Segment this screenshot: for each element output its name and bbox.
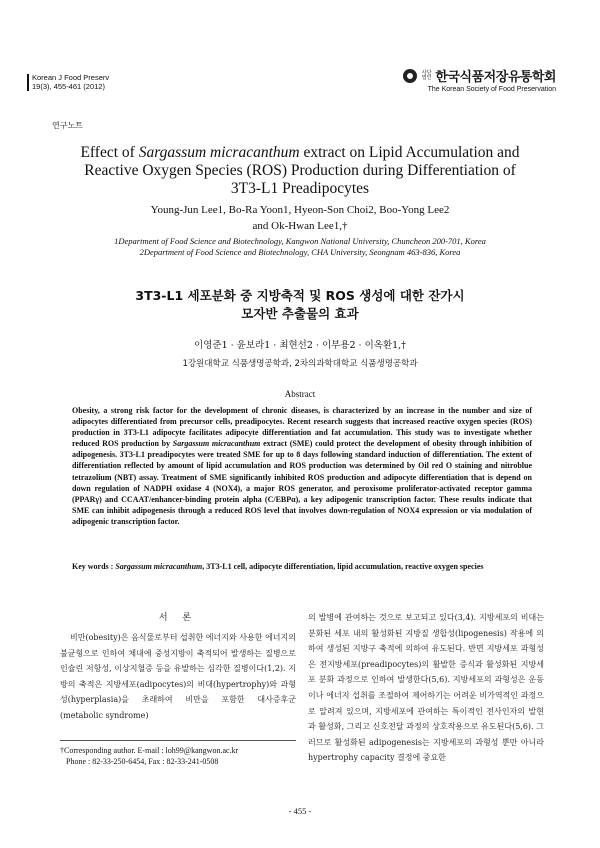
- keywords-species: Sargassum micracanthum: [115, 562, 203, 571]
- korean-affiliations: 1강원대학교 식품생명공학과, 2차의과학대학교 식품생명공학과: [182, 359, 418, 369]
- article-title: [40, 144, 560, 198]
- society-korean-name: 한국식품저장유통학회: [435, 70, 556, 85]
- footnote-divider: [60, 740, 296, 741]
- title-species: Sargassum micracanthum: [138, 144, 300, 161]
- footnote-phone: Phone : 82-33-250-6454, Fax : 82-33-241-0508: [66, 757, 219, 766]
- left-column-text: 비만(obesity)은 음식물로부터 섭취한 에너지와 사용한 에너지의 불균형으로 인하여 체내에 중성지방이 축적되어 발생하는 질병으로 인슐린 저항성, 이상지혈증 등을 유발하는 심각한 질병이다(1,2). 지방의 축적은 지방세포(adipocytes)의 비대(hypertrophy)와 과형성(hyperplasia)을 초래하여 비만을 포함한 대사증후군(metabolic syndrome): [60, 633, 296, 720]
- title-line-2: Reactive Oxygen Species (ROS) Production during Differentiation of: [84, 162, 516, 179]
- abstract-text: Obesity, a strong risk factor for the development of chronic diseases, is characterized by an increase in the number and size of adipocytes differentiated from precursor cells, preadipocytes. Recent research suggests that increased reactive oxygen species (ROS) production in 3T3-L1 adipocyte facilitates adipocyte differentiation and fat accumulation. This study was to investigate whether reduced ROS production by: [72, 406, 532, 449]
- abstract-heading: Abstract: [284, 389, 316, 399]
- society-emblem-icon: [403, 69, 417, 83]
- journal-name: Korean J Food Preserv: [32, 73, 110, 82]
- korean-title-line-1: 3T3-L1 세포분화 중 지방축적 및 ROS 생성에 대한 잔가시: [135, 288, 465, 303]
- corresponding-author-footnote: [60, 745, 296, 767]
- korean-authors: 이영준1 · 윤보라1 · 최현선2 · 이부용2 · 이옥환1,†: [194, 340, 406, 351]
- affiliation-2: 2Department of Food Science and Biotechnology, CHA University, Seongnam 463-836, Korea: [139, 247, 461, 257]
- citation-bar: [27, 74, 29, 91]
- section-heading-introduction: 서 론: [158, 613, 198, 623]
- journal-citation: [32, 73, 109, 91]
- keywords-label: Key words :: [72, 562, 116, 571]
- title-line-3: 3T3-L1 Preadipocytes: [230, 180, 370, 197]
- footnote-email: †Corresponding author. E-mail : loh99@kangwon.ac.kr: [60, 746, 239, 755]
- korean-title: [40, 287, 560, 323]
- society-header: [346, 66, 556, 93]
- affiliations: [40, 236, 560, 258]
- journal-volume: 19(3), 455-461 (2012): [32, 82, 105, 91]
- korean-title-line-2: 모자반 추출물의 효과: [241, 306, 359, 321]
- authors-line-1: Young-Jun Lee1, Bo-Ra Yoon1, Hyeon-Son Choi2, Boo-Yong Lee2: [150, 204, 450, 216]
- society-english-name: The Korean Society of Food Preservation: [427, 86, 556, 93]
- keywords-text: , 3T3-L1 cell, adipocyte differentiation, lipid accumulation, reactive oxygen species: [202, 562, 484, 571]
- keywords: [72, 561, 532, 572]
- title-text: Effect of: [80, 144, 139, 161]
- right-column-text: 의 발병에 관여하는 것으로 보고되고 있다(3,4). 지방세포의 비대는 분화된 세포 내의 활성화된 지방질 생합성(lipogenesis) 작용에 의하여 생성된 지방구 축적에 의하여 유도된다. 반면 지방세포 과형성은 전지방세포(preadipocytes)의 활발한 증식과 활성화된 지방세포 분화 과정으로 인하여 발생한다(5,6). 지방세포의 과형성은 운동이나 에너지 섭취를 조절하여 제어하기는 어려운 비가역적인 과정으로 알려져 있으며, 지방세포에 관여하는 특이적인 전사인자의 발현과 활성화, 그리고 신호전달 과정의 상호작용으로 유도된다(5,6). 그러므로 활성화된 adipogenesis는 지방세포의 과형성 뿐만 아니라 hypertrophy capacity 결정에 중요한: [308, 613, 544, 763]
- author-list: [40, 202, 560, 234]
- authors-line-2: and Ok-Hwan Lee1,†: [252, 220, 348, 232]
- abstract-species: Sargassum micracanthum: [172, 439, 261, 449]
- abstract-text: extract (SME) could protect the development of obesity through inhibition of adipogenesis. 3T3-L1 preadipocytes were treated SME for up to 8 days following standard induction of differentiation. The extent of differentiation reflected by amount of lipid accumulation and ROS production was determined by Oil red O staining and nitroblue tetrazolium (NBT) assay. Treatment of SME significantly inhibited ROS production and adipocyte differentiation that is depend on down regulation of NADPH oxidase 4 (NOX4), a major ROS generator, and peroxisome proliferator-activated receptor gamma (PPARγ) and CCAAT/enhancer-binding protein alpha (C/EBPα), a key adipogenic transcription factor. These results indicate that SME can inhibit adipogenesis through a reduced ROS level that involves down-regulation of NOX4 expression or via modulation of adipogenic transcription factor.: [72, 439, 532, 526]
- affiliation-1: 1Department of Food Science and Biotechnology, Kangwon National University, Chuncheon 200-701, Korea: [114, 236, 486, 246]
- article-type: 연구노트: [52, 121, 83, 130]
- abstract-body: [72, 405, 532, 527]
- page-number: - 455 -: [288, 806, 312, 816]
- society-tag: 사단 법인: [421, 69, 432, 81]
- title-text: extract on Lipid Accumulation and: [299, 144, 520, 161]
